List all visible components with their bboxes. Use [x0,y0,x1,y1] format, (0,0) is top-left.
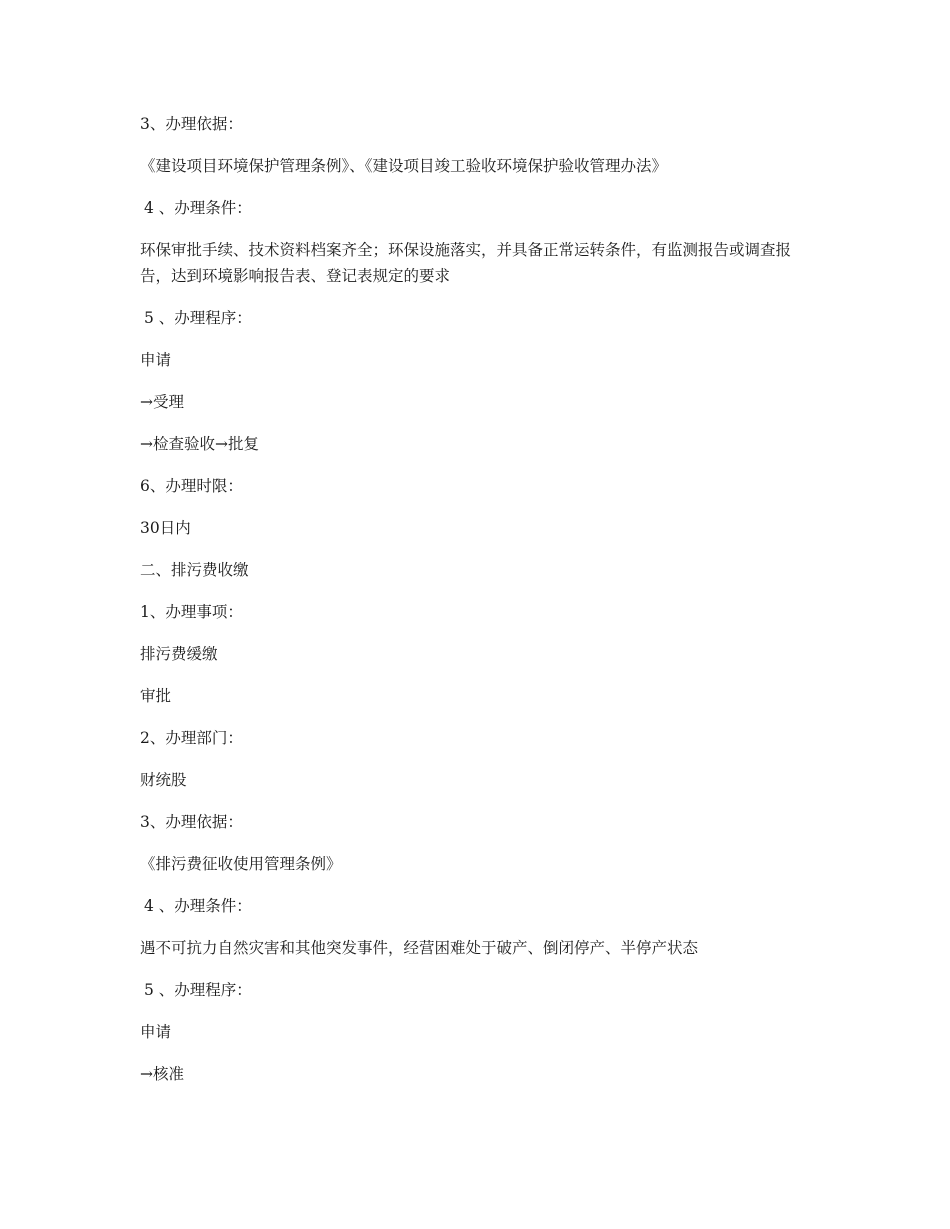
section-heading-matter: 1、办理事项： [140,603,243,621]
chapter-heading-fee-collection: 二、排污费收缴 [140,561,249,579]
section-heading-department: 2、办理部门： [140,729,243,747]
time-limit-text: 30日内 [140,519,191,537]
section-heading-basis: 3、办理依据： [140,115,243,133]
section-heading-conditions: 4 、办理条件： [144,199,252,217]
basis-text: 《排污费征收使用管理条例》 [140,855,342,873]
procedure-step: →核准 [140,1065,184,1083]
department-text: 财统股 [140,771,187,789]
section-heading-basis: 3、办理依据： [140,813,243,831]
procedure-step: 申请 [140,351,172,369]
matter-text: 审批 [140,687,172,705]
procedure-step: →受理 [140,393,184,411]
basis-text: 《建设项目环境保护管理条例》、《建设项目竣工验收环境保护验收管理办法》 [140,157,668,175]
section-heading-procedure: 5 、办理程序： [144,981,252,999]
procedure-step: →检查验收→批复 [140,435,259,453]
document-body [140,112,820,1104]
matter-text: 排污费缓缴 [140,645,218,663]
section-heading-conditions: 4 、办理条件： [144,897,252,915]
procedure-step: 申请 [140,1023,172,1041]
section-heading-procedure: 5 、办理程序： [144,309,252,327]
section-heading-time-limit: 6、办理时限： [140,477,243,495]
conditions-text: 环保审批手续、技术资料档案齐全；环保设施落实，并具备正常运转条件，有监测报告或调查报告，达到环境影响报告表、登记表规定的要求 [140,241,792,285]
conditions-text: 遇不可抗力自然灾害和其他突发事件，经营困难处于破产、倒闭停产、半停产状态 [140,939,699,957]
